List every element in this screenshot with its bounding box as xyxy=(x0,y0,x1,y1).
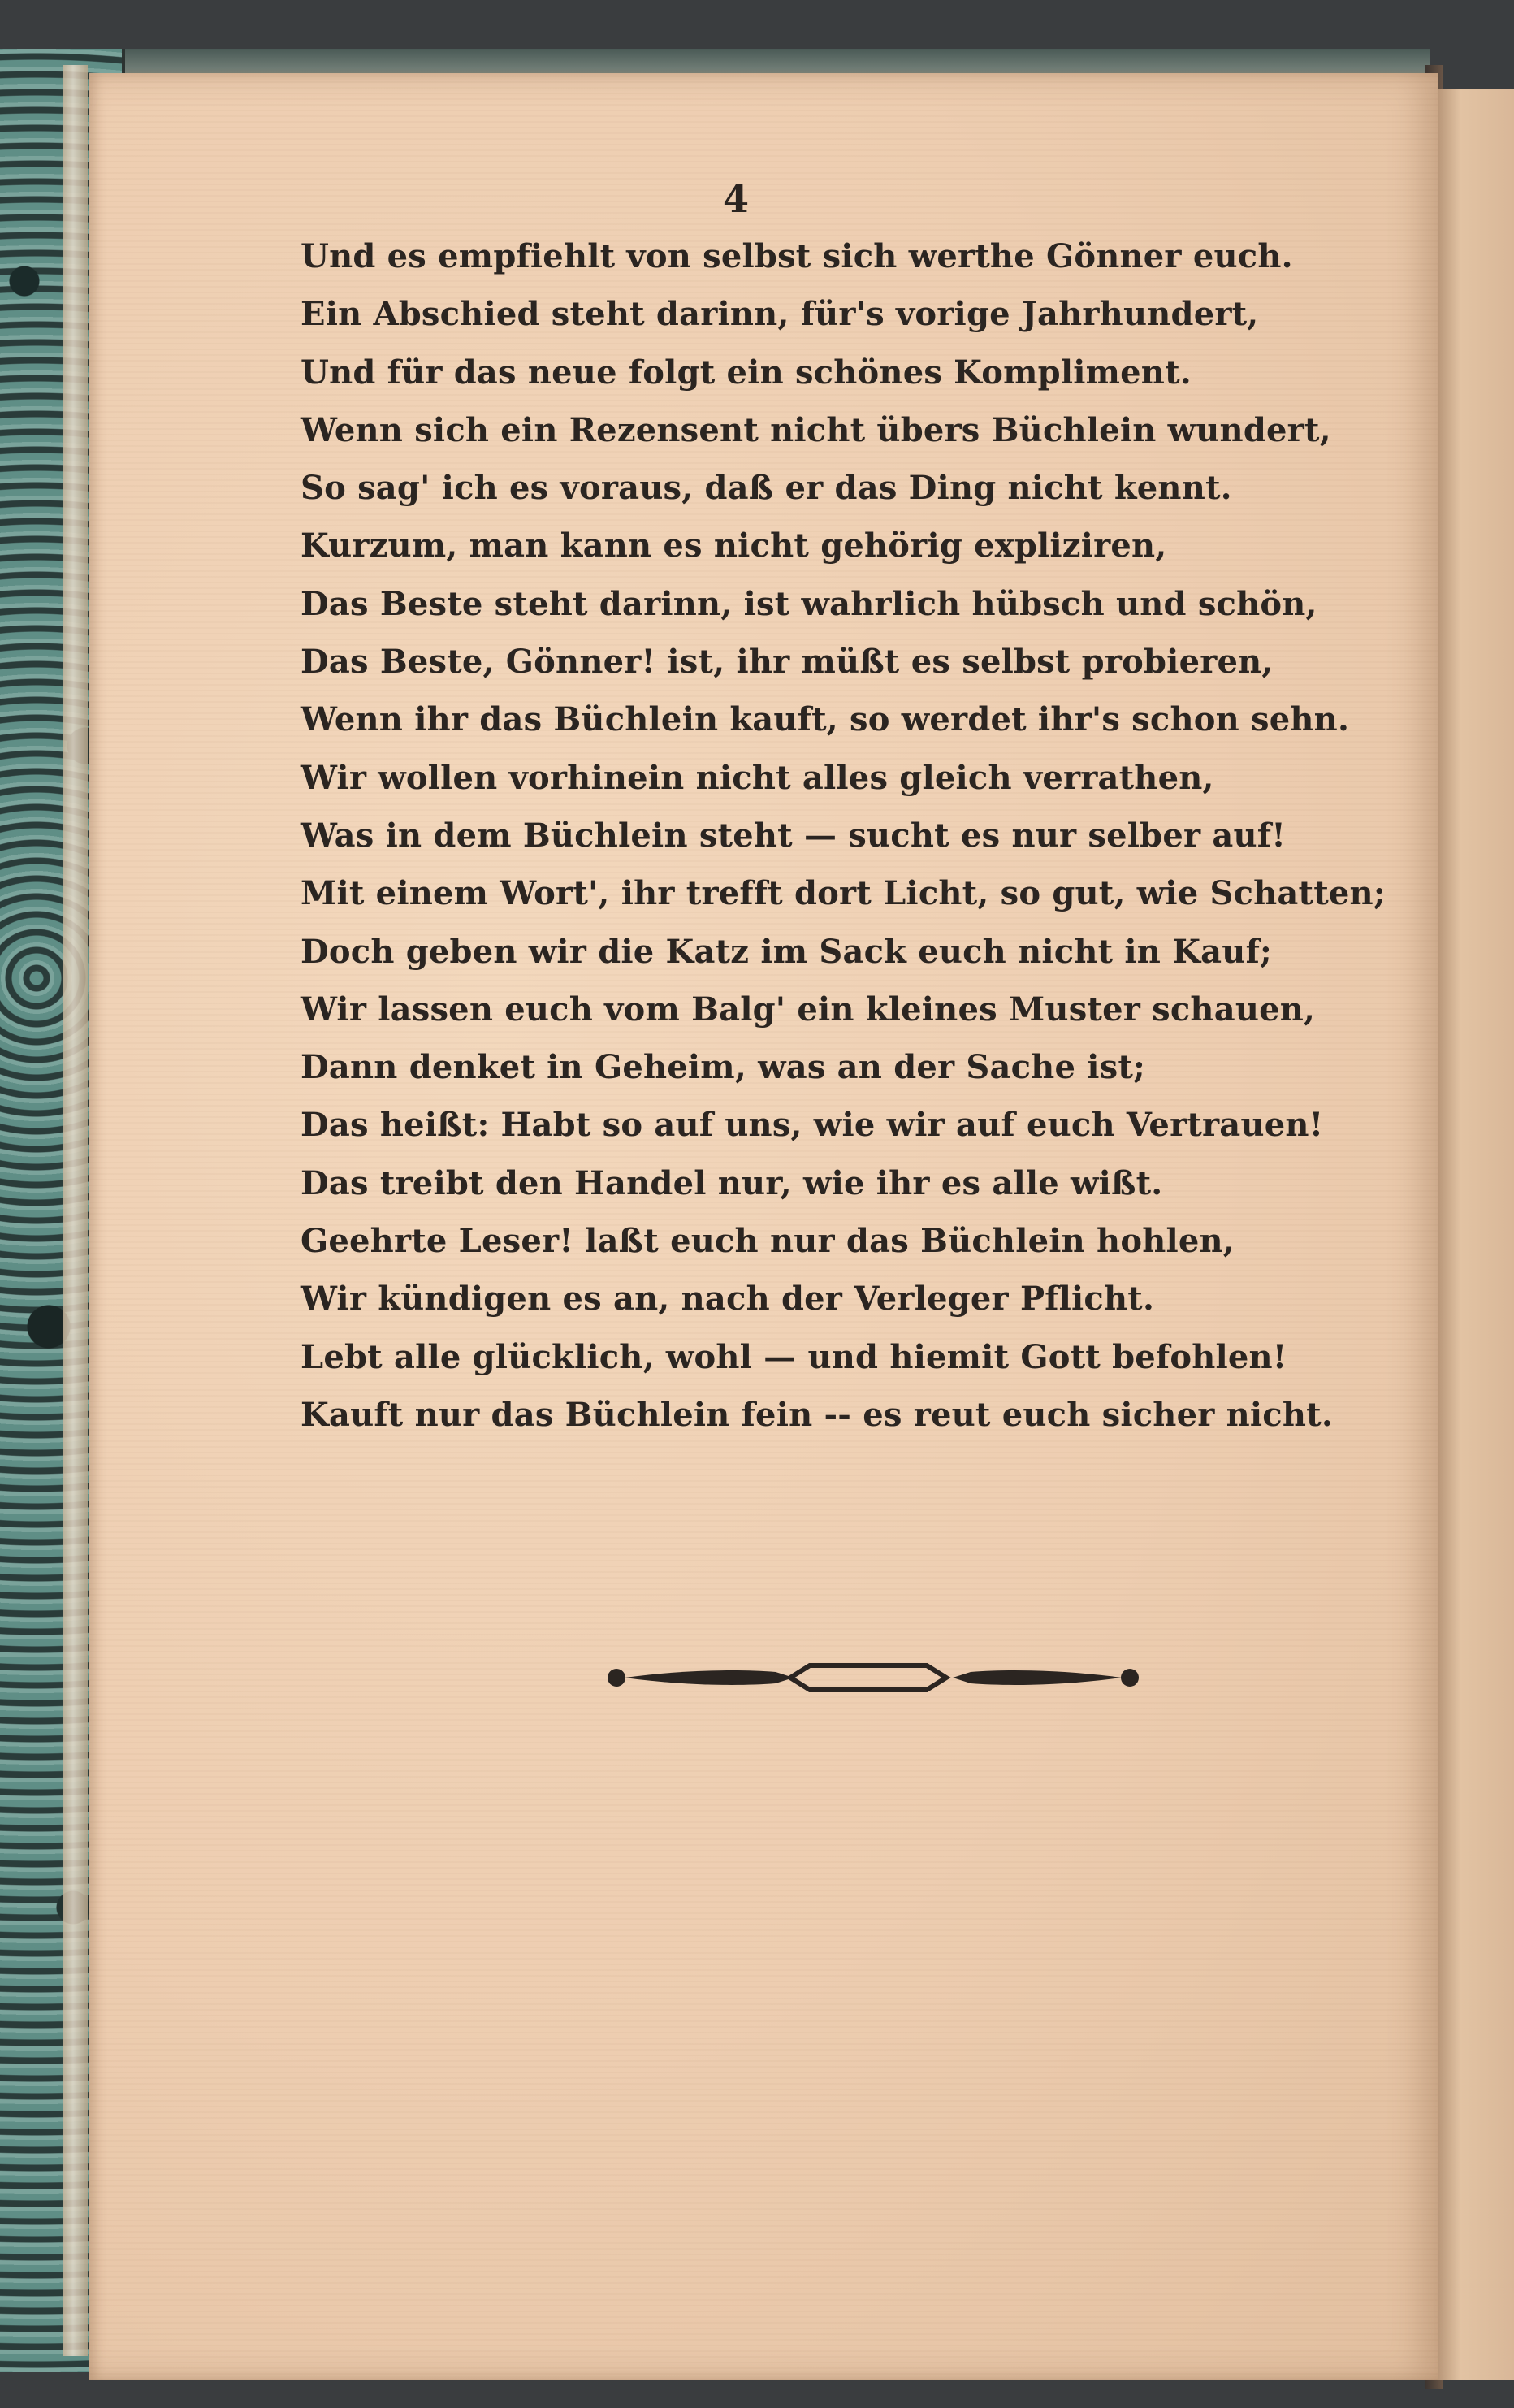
poem-line: Wenn ihr das Büchlein kauft, so werdet ihr's schon sehn. xyxy=(301,700,1350,739)
poem-line: Ein Abschied steht darinn, für's vorige Jahrhundert, xyxy=(301,295,1259,334)
poem-line: Geehrte Leser! laßt euch nur das Büchlein hohlen, xyxy=(301,1222,1235,1261)
poem-line: Dann denket in Geheim, was an der Sache ist; xyxy=(301,1048,1145,1087)
poem-line: Wir kündigen es an, nach der Verleger Pflicht. xyxy=(301,1280,1155,1319)
poem-line: So sag' ich es voraus, daß er das Ding nicht kennt. xyxy=(301,469,1232,508)
page-number: 4 xyxy=(722,177,749,221)
poem-line: Und für das neue folgt ein schönes Kompliment. xyxy=(301,353,1192,392)
poem-line: Wir wollen vorhinein nicht alles gleich verrathen, xyxy=(301,758,1214,797)
poem-text xyxy=(301,227,1386,1444)
poem-line: Kauft nur das Büchlein fein -- es reut euch sicher nicht. xyxy=(301,1395,1333,1434)
poem-line: Das Beste, Gönner! ist, ihr müßt es selbst probieren, xyxy=(301,643,1274,682)
poem-line: Doch geben wir die Katz im Sack euch nicht in Kauf; xyxy=(301,932,1272,971)
poem-line: Das Beste steht darinn, ist wahrlich hübsch und schön, xyxy=(301,584,1317,623)
poem-line: Mit einem Wort', ihr trefft dort Licht, so gut, wie Schatten; xyxy=(301,874,1386,913)
fleuron-divider-icon xyxy=(605,1641,1141,1714)
poem-line: Das heißt: Habt so auf uns, wie wir auf euch Vertrauen! xyxy=(301,1106,1324,1145)
book-page xyxy=(89,73,1438,2380)
facing-page xyxy=(1438,89,1514,2380)
poem-line: Und es empfiehlt von selbst sich werthe Gönner euch. xyxy=(301,237,1293,275)
page-stack-edge xyxy=(63,65,88,2356)
poem-line: Kurzum, man kann es nicht gehörig expliziren, xyxy=(301,526,1167,565)
poem-line: Das treibt den Handel nur, wie ihr es alle wißt. xyxy=(301,1163,1163,1202)
poem-line: Wir lassen euch vom Balg' ein kleines Muster schauen, xyxy=(301,990,1316,1029)
poem-line: Wenn sich ein Rezensent nicht übers Büchlein wundert, xyxy=(301,410,1331,449)
poem-line: Was in dem Büchlein steht — sucht es nur selber auf! xyxy=(301,816,1286,855)
poem-line: Lebt alle glücklich, wohl — und hiemit Gott befohlen! xyxy=(301,1337,1287,1376)
